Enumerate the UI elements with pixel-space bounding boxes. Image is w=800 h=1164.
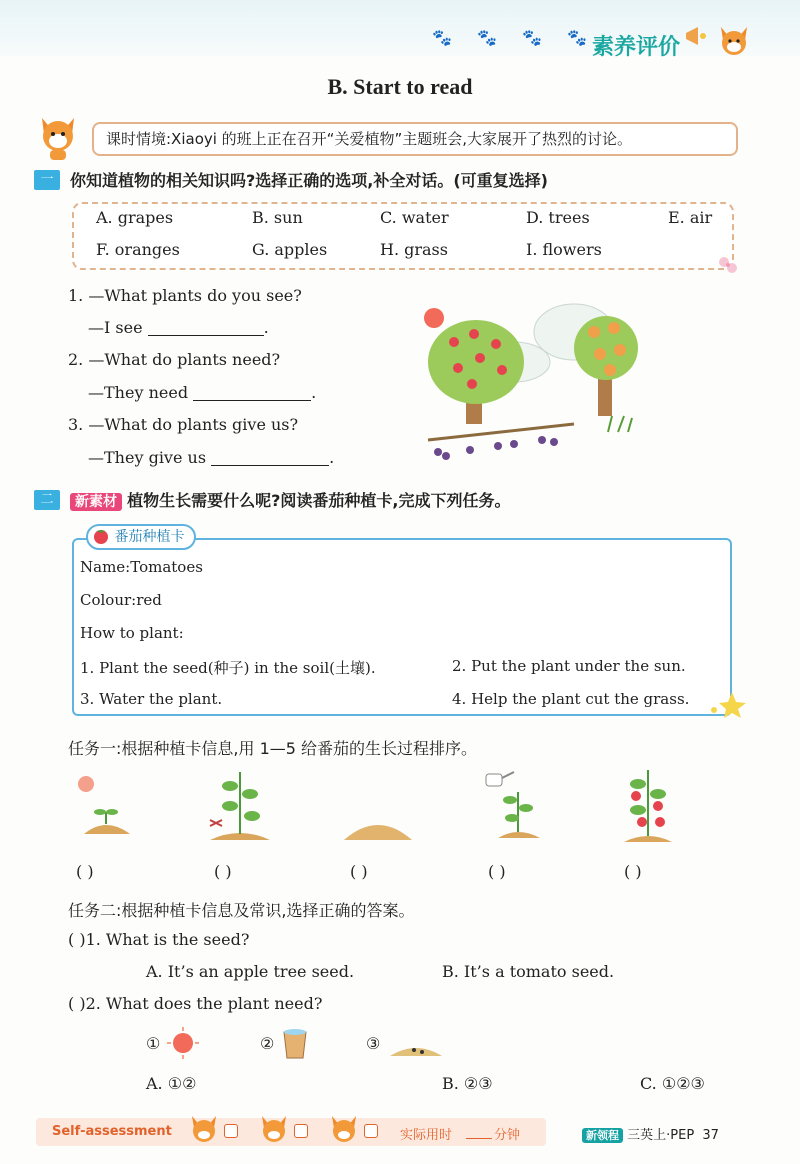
flower-icon [716,254,740,276]
rating-checkbox[interactable] [294,1124,308,1138]
card-name: Name:Tomatoes [80,558,203,576]
soil-seed-icon [388,1030,444,1060]
brand-title: 素养评价 [591,35,680,60]
fox-face-icon [256,1112,292,1146]
answer-blank[interactable] [148,320,264,336]
question: ( )1. What is the seed? [68,930,250,949]
time-label: 实际用时 [400,1128,453,1143]
fox-mascot-icon [716,22,752,58]
order-answer-slot[interactable]: ( ) [488,862,506,881]
option: E. air [668,208,713,227]
book-info: 新领程 三英上·PEP 37 [582,1124,719,1143]
new-material-tag: 新素材 [70,493,122,511]
water-bucket-icon [280,1026,310,1060]
megaphone-icon [684,24,708,48]
star-icon [706,690,746,720]
answer-blank[interactable] [211,450,329,466]
dialogue-line: —I see . [88,318,269,337]
card-step: 3. Water the plant. [80,690,223,708]
sun-icon [166,1026,200,1060]
section-heading: 植物生长需要什么呢?阅读番茄种植卡,完成下列任务。 [127,491,511,510]
dialogue-line: 3. —What do plants give us? [68,415,299,434]
order-answer-slot[interactable]: ( ) [624,862,642,881]
option: F. oranges [96,240,180,259]
lesson-context: 课时情境:Xiaoyi 的班上正在召开“关爱植物”主题班会,大家展开了热烈的讨论。 [92,122,738,156]
option: A. grapes [96,208,174,227]
circled-number: ③ [366,1034,381,1053]
choice[interactable]: C. ①②③ [640,1074,705,1093]
planting-card-title: 番茄种植卡 [86,524,196,550]
circled-number: ① [146,1034,161,1053]
fruiting-tomato-image [616,766,680,846]
task-one: 任务一:根据种植卡信息,用 1—5 给番茄的生长过程排序。 [68,739,478,758]
card-step: 4. Help the plant cut the grass. [452,690,690,708]
dialogue-line: 1. —What plants do you see? [68,286,302,305]
section-heading-row [70,488,510,511]
time-unit: 分钟 [494,1128,521,1143]
tomato-icon [92,527,110,545]
card-how: How to plant: [80,624,184,642]
fox-face-icon [186,1112,222,1146]
header-band [0,0,800,56]
fox-face-icon [326,1112,362,1146]
order-answer-slot[interactable]: ( ) [214,862,232,881]
choice[interactable]: A. ①② [146,1074,197,1093]
self-assessment-label: Self-assessment [52,1124,172,1139]
option: I. flowers [526,240,602,259]
choice[interactable]: A. It’s an apple tree seed. [146,962,355,981]
dialogue-line: —They give us . [88,448,335,467]
card-step: 2. Put the plant under the sun. [452,657,686,675]
question: ( )2. What does the plant need? [68,994,323,1013]
section-heading: 你知道植物的相关知识吗?选择正确的选项,补全对话。(可重复选择) [70,171,548,190]
section-number: 二 [34,490,60,510]
circled-number: ② [260,1034,275,1053]
page-title: B. Start to read [327,74,473,99]
garden-illustration [414,292,662,468]
section-number: 一 [34,170,60,190]
option: G. apples [252,240,328,259]
option: D. trees [526,208,590,227]
grown-plant-image [204,766,276,844]
fox-mascot-icon [34,112,82,162]
brand-tag: 新领程 [582,1128,623,1143]
dialogue-line: —They need . [88,383,317,402]
soil-image [340,806,416,846]
rating-checkbox[interactable] [364,1124,378,1138]
time-blank[interactable] [466,1138,492,1139]
option: H. grass [380,240,448,259]
option: B. sun [252,208,303,227]
order-answer-slot[interactable]: ( ) [350,862,368,881]
watering-plant-image [482,766,548,844]
page-number: 37 [702,1128,719,1143]
rating-checkbox[interactable] [224,1124,238,1138]
task-two: 任务二:根据种植卡信息及常识,选择正确的答案。 [68,901,415,920]
dialogue-line: 2. —What do plants need? [68,350,281,369]
card-colour: Colour:red [80,591,162,609]
sprout-image [76,772,136,842]
card-step: 1. Plant the seed(种子) in the soil(土壤). [80,659,376,677]
option: C. water [380,208,449,227]
answer-blank[interactable] [193,385,311,401]
order-answer-slot[interactable]: ( ) [76,862,94,881]
choice[interactable]: B. It’s a tomato seed. [442,962,615,981]
paw-prints: 🐾 🐾 🐾 🐾 [432,28,597,47]
choice[interactable]: B. ②③ [442,1074,493,1093]
